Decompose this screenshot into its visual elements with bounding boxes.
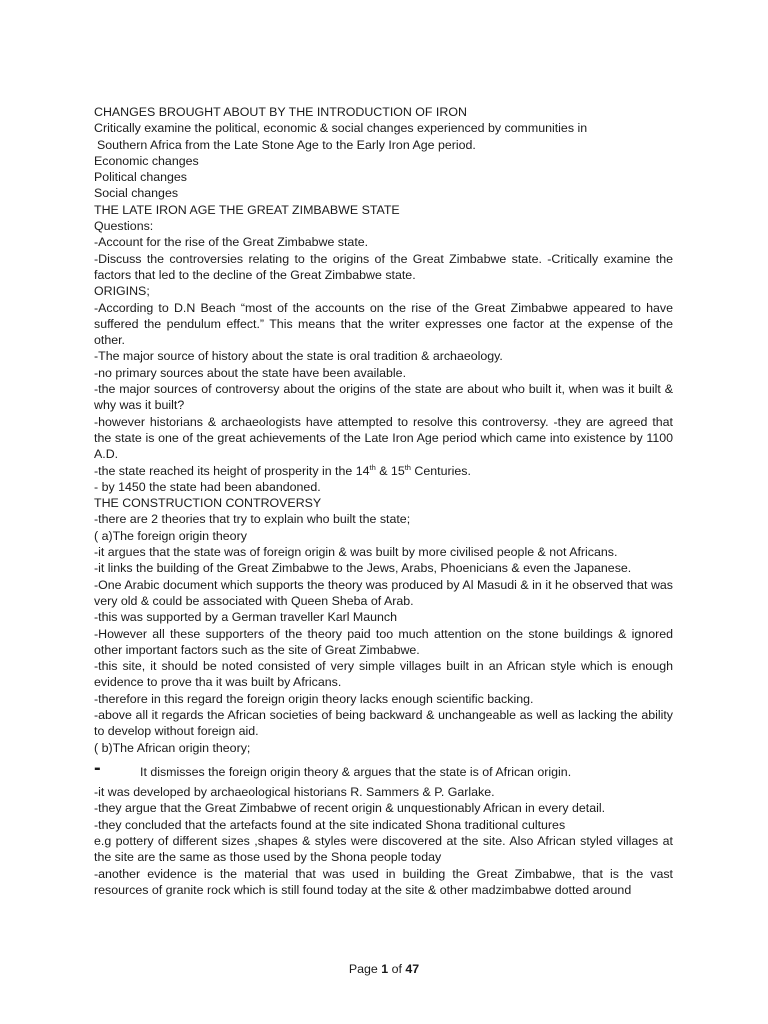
page-label: Page	[348, 962, 382, 976]
superscript: th	[369, 462, 376, 472]
dash-bullet: -	[94, 756, 101, 779]
page-total: 47	[405, 962, 420, 976]
text-line: It dismisses the foreign origin theory & argues that the state is of African origin.	[140, 764, 572, 779]
superscript: th	[404, 462, 411, 472]
text-span: -the state reached its height of prosperity in the 14	[94, 463, 370, 478]
list-item: Social changes	[94, 186, 179, 201]
text-line	[94, 463, 673, 479]
subheading: ( b)The African origin theory;	[94, 740, 251, 755]
paragraph: -the major sources of controversy about the origins of the state are about who built it, when was it built & why was it built?	[94, 382, 673, 413]
paragraph: -this site, it should be noted consisted of very simple villages built in an African style which is enough evidence to prove tha it was built by Africans.	[94, 659, 673, 690]
paragraph: -Discuss the controversies relating to the origins of the Great Zimbabwe state. -Critically examine the factors that led to the decline of the Great Zimbabwe state.	[94, 251, 673, 282]
text-line: -no primary sources about the state have been available.	[94, 365, 407, 380]
subheading: ( a)The foreign origin theory	[94, 528, 247, 543]
paragraph: e.g pottery of different sizes ,shapes & styles were discovered at the site. Also African styled villages at the site are the same as those used by the Shona people today	[94, 834, 673, 865]
text-line: -it was developed by archaeological historians R. Sammers & P. Garlake.	[94, 785, 495, 800]
paragraph: -However all these supporters of the theory paid too much attention on the stone buildings & ignored other important factors such as the site of Great Zimbabwe.	[94, 626, 673, 657]
text-line: Questions:	[94, 219, 154, 234]
text-line: -The major source of history about the state is oral tradition & archaeology.	[94, 349, 503, 364]
paragraph: -another evidence is the material that was used in building the Great Zimbabwe, that is the vast resources of granite rock which is still found today at the site & other madzimbabwe dotted around	[94, 866, 673, 897]
text-span: Centuries.	[410, 463, 471, 478]
paragraph: -According to D.N Beach “most of the accounts on the rise of the Great Zimbabwe appeared to have suffered the pendulum effect.” This means that the writer expresses one factor at the expense of the other.	[94, 300, 673, 348]
text-line: -Account for the rise of the Great Zimbabwe state.	[94, 235, 369, 250]
page-of: of	[388, 962, 406, 976]
text-line: Critically examine the political, economic & social changes experienced by communities in	[94, 121, 588, 136]
text-line: -it links the building of the Great Zimbabwe to the Jews, Arabs, Phoenicians & even the Japanese.	[94, 561, 632, 576]
paragraph: -however historians & archaeologists have attempted to resolve this controversy. -they are agreed that the state is one of the great achievements of the Late Iron Age period which came into existence by 1100 A.D.	[94, 414, 673, 462]
list-item: Political changes	[94, 170, 187, 185]
dash-bullet-row	[94, 756, 673, 780]
section-heading: ORIGINS;	[94, 284, 150, 299]
text-line: -they argue that the Great Zimbabwe of recent origin & unquestionably African in every detail.	[94, 801, 606, 816]
paragraph: -One Arabic document which supports the theory was produced by Al Masudi & in it he observed that was very old & could be associated with Queen Sheba of Arab.	[94, 577, 673, 608]
text-line: -they concluded that the artefacts found at the site indicated Shona traditional cultures	[94, 817, 566, 832]
section-heading: THE LATE IRON AGE THE GREAT ZIMBABWE STATE	[94, 202, 400, 217]
text-span: & 15	[375, 463, 405, 478]
document-body	[94, 104, 673, 898]
page-footer	[0, 962, 768, 976]
section-heading: THE CONSTRUCTION CONTROVERSY	[94, 496, 322, 511]
list-item: Economic changes	[94, 153, 199, 168]
text-line: -it argues that the state was of foreign origin & was built by more civilised people & not Africans.	[94, 545, 618, 560]
text-line: -there are 2 theories that try to explain who built the state;	[94, 512, 411, 527]
text-line: -therefore in this regard the foreign origin theory lacks enough scientific backing.	[94, 691, 534, 706]
text-line: Southern Africa from the Late Stone Age to the Early Iron Age period.	[97, 137, 476, 152]
doc-title: CHANGES BROUGHT ABOUT BY THE INTRODUCTION OF IRON	[94, 105, 467, 119]
text-line: - by 1450 the state had been abandoned.	[94, 479, 321, 494]
paragraph: -above all it regards the African societies of being backward & unchangeable as well as lacking the ability to develop without foreign aid.	[94, 707, 673, 739]
page-current: 1	[381, 962, 389, 976]
text-line: -this was supported by a German traveller Karl Maunch	[94, 610, 398, 625]
